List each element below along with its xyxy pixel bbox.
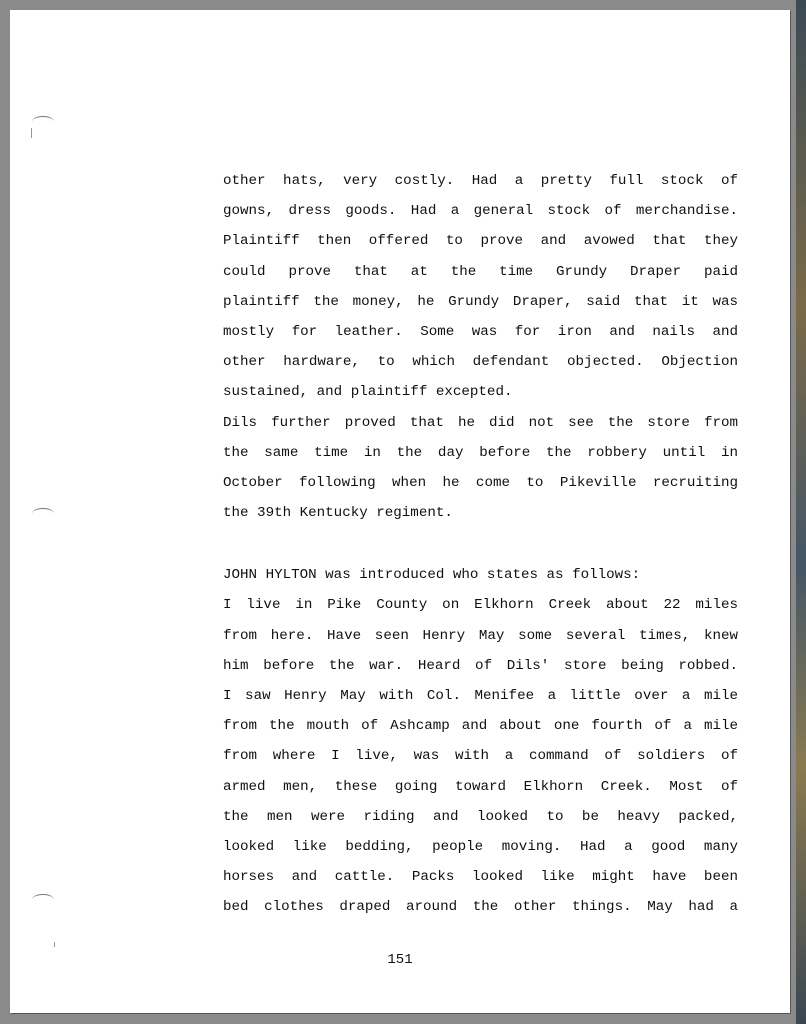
text-line: the 39th Kentucky regiment. bbox=[223, 505, 453, 522]
text-line: could prove that at the time Grundy Draper paid bbox=[223, 263, 738, 280]
text-line: Plaintiff then offered to prove and avowed that they bbox=[223, 233, 738, 250]
binder-hole-mark bbox=[32, 894, 54, 905]
text-line: I saw Henry May with Col. Menifee a little over a mile bbox=[223, 688, 738, 704]
text-line: JOHN HYLTON was introduced who states as follows: bbox=[223, 567, 641, 584]
text-line: Dils further proved that he did not see the store from bbox=[223, 414, 738, 431]
text-line: October following when he come to Pikeville recruiting bbox=[223, 474, 738, 491]
background-photo-edge bbox=[796, 0, 806, 1024]
document-page bbox=[10, 10, 790, 1013]
text-line: looked like bedding, people moving. Had a good many bbox=[223, 838, 738, 855]
text-line: sustained, and plaintiff excepted. bbox=[223, 384, 513, 401]
binder-hole-mark bbox=[54, 942, 55, 947]
text-line: mostly for leather. Some was for iron and nails and bbox=[223, 323, 738, 340]
transcript-body bbox=[223, 166, 738, 923]
binder-hole-mark bbox=[32, 116, 54, 127]
binder-hole-mark bbox=[32, 508, 54, 519]
text-line: horses and cattle. Packs looked like might have been bbox=[223, 869, 738, 886]
text-line: I live in Pike County on Elkhorn Creek about 22 miles bbox=[223, 597, 738, 614]
text-line: from here. Have seen Henry May some several times, knew bbox=[223, 627, 738, 644]
text-line: other hats, very costly. Had a pretty full stock of bbox=[223, 173, 738, 189]
text-line: from the mouth of Ashcamp and about one fourth of a mile bbox=[223, 718, 738, 735]
text-line: gowns, dress goods. Had a general stock of merchandise. bbox=[223, 203, 738, 220]
text-line: from where I live, was with a command of soldiers of bbox=[223, 748, 738, 765]
page-number: 151 bbox=[387, 952, 413, 968]
paragraph-gap bbox=[223, 528, 738, 560]
text-line: other hardware, to which defendant objected. Objection bbox=[223, 354, 738, 371]
text-line: armed men, these going toward Elkhorn Creek. Most of bbox=[223, 778, 738, 795]
text-line: him before the war. Heard of Dils' store being robbed. bbox=[223, 657, 738, 674]
binder-hole-mark bbox=[31, 128, 32, 138]
text-line: bed clothes draped around the other things. May had a bbox=[223, 899, 738, 916]
text-line: the same time in the day before the robbery until in bbox=[223, 444, 738, 461]
text-line: plaintiff the money, he Grundy Draper, said that it was bbox=[223, 293, 738, 310]
text-line: the men were riding and looked to be heavy packed, bbox=[223, 808, 738, 825]
